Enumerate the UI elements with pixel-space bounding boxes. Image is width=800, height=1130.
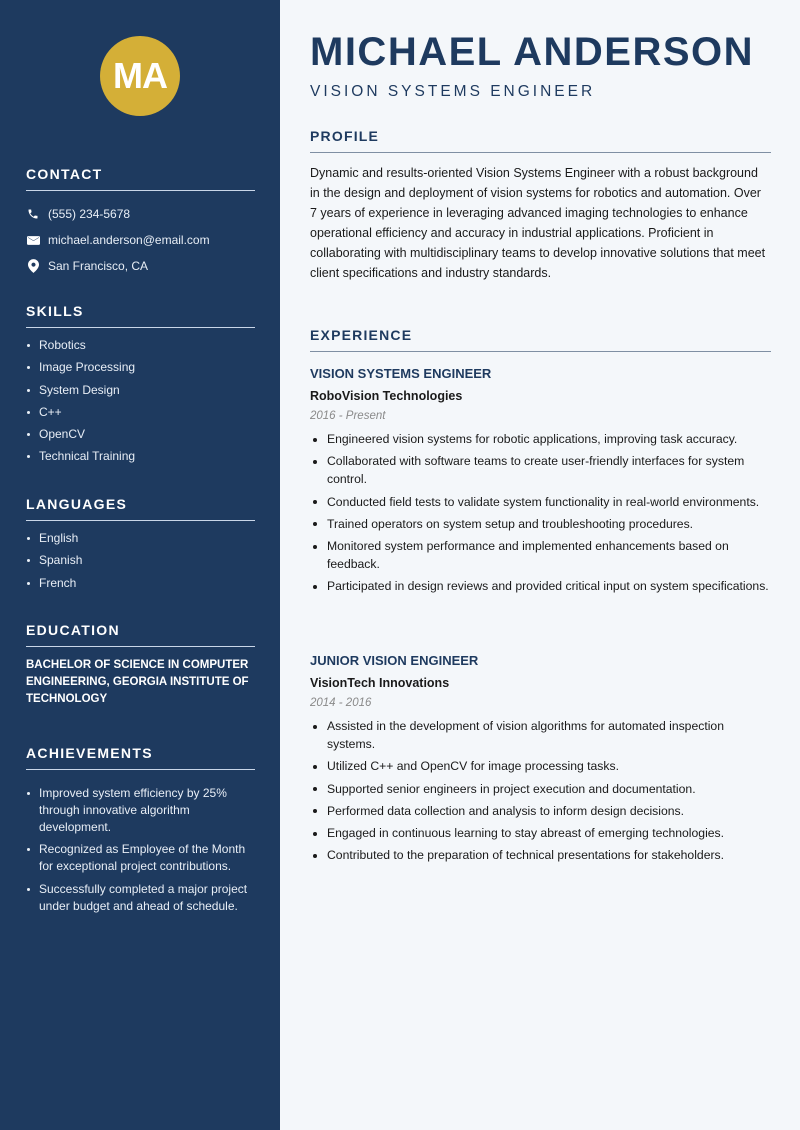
contact-section [26, 166, 255, 279]
job-company: VisionTech Innovations [310, 676, 450, 690]
job-bullet: Assisted in the development of vision algorithms for automated inspection systems. [310, 717, 771, 753]
achievement-item: Improved system efficiency by 25% through innovative algorithm development. [26, 785, 255, 836]
job-role: JUNIOR VISION ENGINEER [310, 653, 479, 668]
job-bullet: Utilized C++ and OpenCV for image processing tasks. [310, 757, 771, 775]
skill-item: OpenCV [26, 426, 255, 443]
education-section [26, 622, 255, 708]
contact-location-text: San Francisco, CA [48, 259, 149, 273]
job-role: VISION SYSTEMS ENGINEER [310, 366, 492, 381]
skill-item: Technical Training [26, 448, 255, 465]
job-bullet: Conducted field tests to validate system functionality in real-world environments. [310, 493, 771, 511]
phone-icon [26, 207, 40, 221]
skills-section [26, 303, 255, 471]
job-bullet: Monitored system performance and implemented enhancements based on feedback. [310, 537, 771, 573]
language-item: French [26, 575, 255, 592]
languages-section [26, 496, 255, 597]
language-item: Spanish [26, 552, 255, 569]
sidebar [0, 0, 280, 1130]
education-heading: EDUCATION [26, 622, 255, 647]
achievement-item: Successfully completed a major project under budget and ahead of schedule. [26, 881, 255, 915]
language-item: English [26, 530, 255, 547]
contact-location [26, 253, 255, 279]
contact-email-text[interactable]: michael.anderson@email.com [48, 233, 210, 247]
location-pin-icon [26, 259, 40, 273]
experience-entry [310, 652, 771, 869]
experience-heading: EXPERIENCE [310, 327, 771, 352]
profile-heading: PROFILE [310, 128, 771, 153]
avatar-initials: MA [113, 55, 167, 96]
job-bullet: Contributed to the preparation of technical presentations for stakeholders. [310, 846, 771, 864]
contact-phone [26, 201, 255, 227]
contact-email [26, 227, 255, 253]
job-company: RoboVision Technologies [310, 389, 463, 403]
achievement-item: Recognized as Employee of the Month for exceptional project contributions. [26, 841, 255, 875]
skills-heading: SKILLS [26, 303, 255, 328]
candidate-title: VISION SYSTEMS ENGINEER [310, 83, 596, 100]
job-bullet: Collaborated with software teams to create user-friendly interfaces for system control. [310, 452, 771, 488]
job-bullet: Performed data collection and analysis to inform design decisions. [310, 802, 771, 820]
job-bullet: Supported senior engineers in project execution and documentation. [310, 780, 771, 798]
skill-item: Image Processing [26, 359, 255, 376]
candidate-name: MICHAEL ANDERSON [310, 30, 755, 74]
profile-summary: Dynamic and results-oriented Vision Systems Engineer with a robust background in the design and deployment of vision systems for robotics and automation. Over 7 years of experience in leveraging advanced imaging technologies to enhance operational efficiency and accuracy in industrial applications. Proficient in collaborating with multidisciplinary teams to develop innovative solutions that meet client specifications and industry standards. [310, 166, 766, 280]
achievements-section [26, 745, 255, 920]
contact-heading: CONTACT [26, 166, 255, 191]
contact-phone-text[interactable]: (555) 234-5678 [48, 207, 131, 221]
avatar [100, 36, 180, 116]
job-bullet: Participated in design reviews and provided critical input on system specifications. [310, 577, 771, 595]
job-dates: 2016 - Present [310, 410, 386, 422]
job-bullet: Engaged in continuous learning to stay abreast of emerging technologies. [310, 824, 771, 842]
experience-entry [310, 365, 771, 600]
skill-item: C++ [26, 404, 255, 421]
languages-heading: LANGUAGES [26, 496, 255, 521]
job-dates: 2014 - 2016 [310, 697, 372, 709]
achievements-heading: ACHIEVEMENTS [26, 745, 255, 770]
skill-item: System Design [26, 382, 255, 399]
education-degree: BACHELOR OF SCIENCE IN COMPUTER ENGINEERING, GEORGIA INSTITUTE OF TECHNOLOGY [26, 659, 249, 705]
email-icon [26, 233, 40, 247]
job-bullet: Engineered vision systems for robotic applications, improving task accuracy. [310, 430, 771, 448]
skill-item: Robotics [26, 337, 255, 354]
job-bullet: Trained operators on system setup and troubleshooting procedures. [310, 515, 771, 533]
